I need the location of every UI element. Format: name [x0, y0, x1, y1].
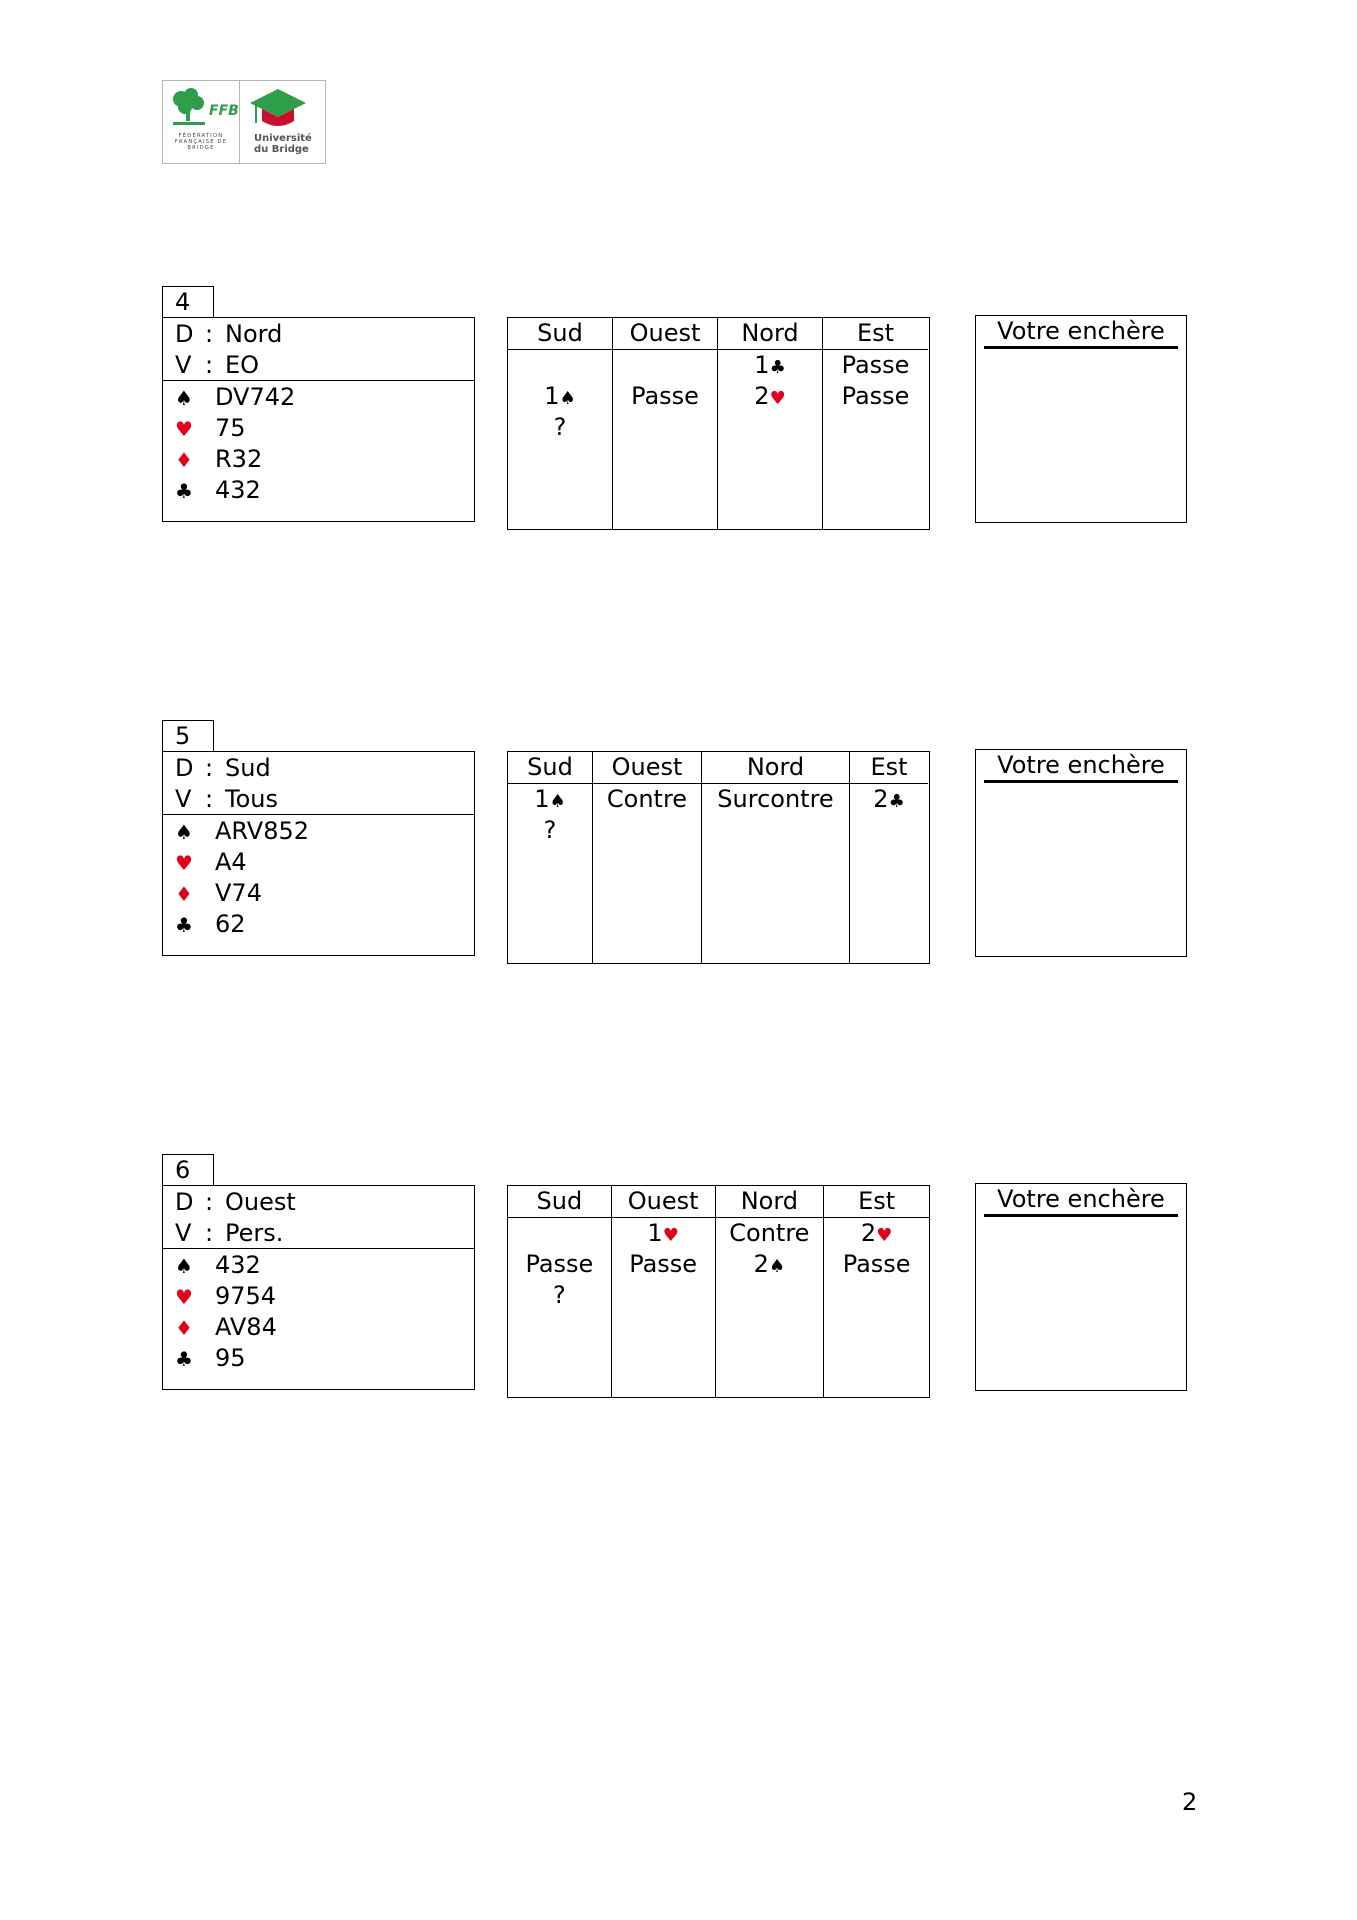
bid-cell: ?	[553, 413, 567, 441]
bid-cell: Contre	[606, 785, 688, 813]
bid-header: Sud	[508, 318, 612, 350]
bid-header: Est	[850, 752, 928, 784]
bidding-table	[507, 1185, 930, 1398]
bid-column-ouest	[613, 318, 718, 529]
answer-title: Votre enchère	[997, 751, 1165, 779]
ffb-subtitle: FÉDÉRATION FRANÇAISE DE BRIDGE	[174, 133, 228, 151]
bid-cell: Surcontre	[717, 785, 834, 813]
bid-header: Ouest	[612, 1186, 715, 1218]
bid-cell: 1♠	[534, 785, 566, 813]
clubs-row	[163, 909, 474, 940]
hearts-cards: 75	[215, 414, 246, 442]
dealer-vulnerability	[163, 752, 474, 815]
vulnerability-label: V	[175, 785, 192, 813]
bid-column-ouest	[612, 1186, 716, 1397]
hand-box	[162, 751, 475, 956]
spades-cards: 432	[215, 1251, 261, 1279]
hand-box	[162, 1185, 475, 1390]
answer-underline	[984, 780, 1178, 783]
vulnerability-label: V	[175, 1219, 192, 1247]
bid-cell: 1♥	[647, 1219, 679, 1247]
diamonds-row	[163, 878, 474, 909]
ub-line1: Université	[254, 133, 312, 144]
diamonds-cards: AV84	[215, 1313, 277, 1341]
answer-title: Votre enchère	[997, 1185, 1165, 1213]
club-icon: ♣	[175, 913, 193, 937]
bid-cell: Passe	[525, 1250, 594, 1278]
clubs-cards: 432	[215, 476, 261, 504]
dealer-value: Sud	[225, 754, 271, 782]
bid-cell: Contre	[729, 1219, 810, 1247]
deal-number: 4	[162, 286, 214, 318]
bid-cell: Passe	[841, 382, 910, 410]
bid-column-nord	[702, 752, 850, 963]
bid-column-nord	[716, 1186, 825, 1397]
ub-line2: du Bridge	[254, 144, 309, 155]
hand-box	[162, 317, 475, 522]
spades-row	[163, 1250, 474, 1281]
ub-text	[254, 133, 312, 155]
spade-icon: ♠	[175, 386, 193, 410]
diamond-icon: ♦	[175, 1316, 193, 1340]
bid-header: Sud	[508, 1186, 611, 1218]
bid-column-nord	[718, 318, 823, 529]
spades-cards: DV742	[215, 383, 296, 411]
hearts-cards: A4	[215, 848, 247, 876]
tree-icon	[169, 87, 209, 127]
colon: :	[205, 320, 214, 348]
vulnerability-value: Tous	[225, 785, 278, 813]
spades-cards: ARV852	[215, 817, 310, 845]
bid-column-sud	[508, 752, 593, 963]
ub-logo	[240, 81, 325, 163]
bid-column-est	[823, 318, 928, 529]
ffb-logo	[163, 81, 240, 163]
vulnerability-value: EO	[225, 351, 260, 379]
deal-number: 5	[162, 720, 214, 752]
club-icon: ♣	[175, 479, 193, 503]
deal-6	[0, 1154, 1357, 1404]
diamonds-cards: V74	[215, 879, 262, 907]
heart-icon: ♥	[175, 851, 193, 875]
bid-cell: Passe	[629, 1250, 698, 1278]
deal-number: 6	[162, 1154, 214, 1186]
answer-title: Votre enchère	[997, 317, 1165, 345]
bid-header: Nord	[716, 1186, 824, 1218]
dealer-label: D	[175, 754, 194, 782]
graduation-cap-icon	[248, 87, 308, 131]
bid-header: Nord	[702, 752, 849, 784]
colon: :	[205, 351, 214, 379]
answer-box[interactable]	[975, 315, 1187, 523]
bid-column-est	[824, 1186, 929, 1397]
colon: :	[205, 785, 214, 813]
diamonds-cards: R32	[215, 445, 263, 473]
clubs-row	[163, 1343, 474, 1374]
bid-cell: 1♣	[754, 351, 786, 379]
clubs-cards: 62	[215, 910, 246, 938]
colon: :	[205, 754, 214, 782]
dealer-row	[163, 319, 474, 350]
bid-header: Nord	[718, 318, 822, 350]
bid-cell	[613, 350, 717, 381]
ffb-text: FFB	[209, 103, 239, 119]
bid-header: Ouest	[613, 318, 717, 350]
bid-column-ouest	[593, 752, 702, 963]
colon: :	[205, 1188, 214, 1216]
diamond-icon: ♦	[175, 448, 193, 472]
bid-cell: Passe	[842, 1250, 911, 1278]
vulnerability-row	[163, 1218, 474, 1249]
hearts-row	[163, 847, 474, 878]
clubs-cards: 95	[215, 1344, 246, 1372]
bidding-table	[507, 751, 930, 964]
bid-column-sud	[508, 1186, 612, 1397]
dealer-row	[163, 1187, 474, 1218]
dealer-label: D	[175, 320, 194, 348]
bid-cell: Passe	[631, 382, 699, 410]
bid-cell: Passe	[841, 351, 910, 379]
bid-cell: 2♠	[753, 1250, 786, 1278]
dealer-row	[163, 753, 474, 784]
heart-icon: ♥	[175, 417, 193, 441]
answer-underline	[984, 1214, 1178, 1217]
bid-cell: 2♣	[873, 785, 905, 813]
vulnerability-value: Pers.	[225, 1219, 284, 1247]
hearts-row	[163, 1281, 474, 1312]
vulnerability-row	[163, 784, 474, 815]
bid-header: Est	[823, 318, 928, 350]
bidding-table	[507, 317, 930, 530]
dealer-vulnerability	[163, 1186, 474, 1249]
bid-cell: 1♠	[544, 382, 576, 410]
diamond-icon: ♦	[175, 882, 193, 906]
clubs-row	[163, 475, 474, 506]
answer-underline	[984, 346, 1178, 349]
bid-column-est	[850, 752, 928, 963]
page-number: 2	[1182, 1788, 1198, 1816]
answer-box[interactable]	[975, 749, 1187, 957]
diamonds-row	[163, 444, 474, 475]
diamonds-row	[163, 1312, 474, 1343]
spades-row	[163, 816, 474, 847]
dealer-value: Nord	[225, 320, 283, 348]
bid-header: Sud	[508, 752, 592, 784]
bid-cell: ?	[543, 816, 557, 844]
vulnerability-label: V	[175, 351, 192, 379]
hearts-row	[163, 413, 474, 444]
hearts-cards: 9754	[215, 1282, 277, 1310]
bid-header: Ouest	[593, 752, 701, 784]
logo	[162, 80, 326, 164]
heart-icon: ♥	[175, 1285, 193, 1309]
answer-box[interactable]	[975, 1183, 1187, 1391]
spade-icon: ♠	[175, 820, 193, 844]
colon: :	[205, 1219, 214, 1247]
deal-5	[0, 720, 1357, 970]
bid-column-sud	[508, 318, 613, 529]
bid-cell: 2♥	[860, 1219, 893, 1247]
dealer-label: D	[175, 1188, 194, 1216]
bid-header: Est	[824, 1186, 929, 1218]
bid-cell: 2♥	[754, 382, 786, 410]
bid-cell	[508, 350, 612, 381]
vulnerability-row	[163, 350, 474, 381]
bid-cell	[508, 1218, 611, 1249]
deal-4	[0, 286, 1357, 536]
spade-icon: ♠	[175, 1254, 193, 1278]
hand-cards	[163, 815, 474, 940]
hand-cards	[163, 1249, 474, 1374]
bid-cell: ?	[553, 1281, 566, 1309]
hand-cards	[163, 381, 474, 506]
dealer-value: Ouest	[225, 1188, 296, 1216]
club-icon: ♣	[175, 1347, 193, 1371]
dealer-vulnerability	[163, 318, 474, 381]
spades-row	[163, 382, 474, 413]
